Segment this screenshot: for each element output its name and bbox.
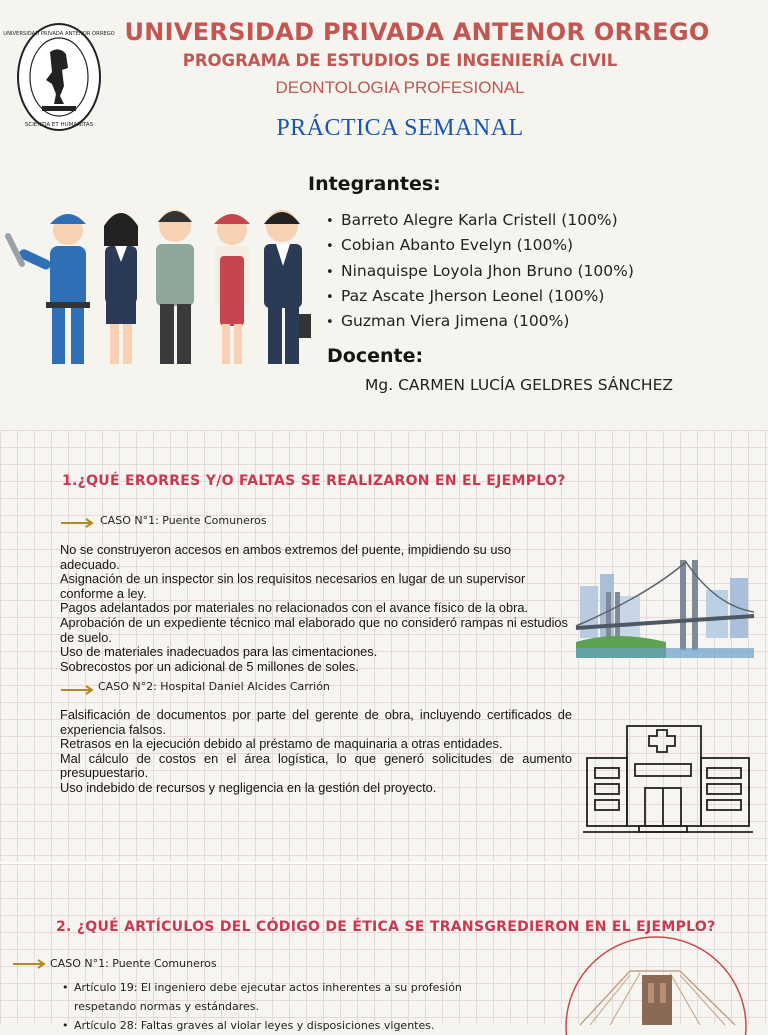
case-1-label: CASO N°1: Puente Comuneros bbox=[100, 514, 267, 527]
finding-line: Uso de materiales inadecuados para las cimentaciones. bbox=[60, 644, 378, 660]
bridge-illustration bbox=[576, 556, 754, 658]
workers-illustration bbox=[6, 196, 312, 376]
arrow-right-icon bbox=[60, 518, 94, 528]
question-1-heading: 1.¿QUÉ ERORRES Y/O FALTAS SE REALIZARON EN EL EJEMPLO? bbox=[62, 473, 566, 489]
university-seal-logo bbox=[3, 22, 115, 132]
course-title: DEONTOLOGIA PROFESIONAL bbox=[275, 78, 525, 97]
finding-line: Retrasos en la ejecución debido al préstamo de maquinaria a otras entidades. bbox=[60, 736, 503, 752]
program-title: PROGRAMA DE ESTUDIOS DE INGENIERÍA CIVIL bbox=[182, 51, 618, 70]
members-heading: Integrantes: bbox=[308, 173, 441, 195]
list-item: • Ninaquispe Loyola Jhon Bruno (100%) bbox=[326, 259, 634, 284]
teacher-name: Mg. CARMEN LUCÍA GELDRES SÁNCHEZ bbox=[365, 376, 674, 394]
articles-list bbox=[62, 978, 482, 1035]
list-item: • Paz Ascate Jherson Leonel (100%) bbox=[326, 284, 634, 309]
university-title: UNIVERSIDAD PRIVADA ANTENOR ORREGO bbox=[124, 18, 710, 46]
svg-text:SCIENTIA ET HUMANITAS: SCIENTIA ET HUMANITAS bbox=[24, 122, 94, 128]
arrow-right-icon bbox=[12, 959, 46, 969]
case-1-findings bbox=[60, 543, 572, 674]
section-2-case-1-label: CASO N°1: Puente Comuneros bbox=[50, 957, 217, 970]
older-man-figure bbox=[156, 210, 194, 364]
case-2-findings bbox=[60, 708, 572, 796]
list-item: • Cobian Abanto Evelyn (100%) bbox=[326, 233, 634, 258]
finding-line: Uso indebido de recursos y negligencia en la gestión del proyecto. bbox=[60, 779, 437, 795]
members-list bbox=[326, 208, 634, 334]
list-item: • Guzman Viera Jimena (100%) bbox=[326, 309, 634, 334]
bridge-tower-illustration bbox=[560, 945, 750, 1025]
question-2-heading: 2. ¿QUÉ ARTÍCULOS DEL CÓDIGO DE ÉTICA SE TRANSGREDIERON EN EL EJEMPLO? bbox=[56, 919, 716, 935]
header-section bbox=[0, 0, 768, 430]
finding-line: Falsificación de documentos por parte del gerente de obra, incluyendo certificados de experiencia falsos. bbox=[60, 707, 572, 737]
arrow-right-icon bbox=[60, 685, 94, 695]
finding-line: Sobrecostos por un adicional de 5 millones de soles. bbox=[60, 658, 359, 674]
finding-line: Pagos adelantados por materiales no relacionados con el avance físico de la obra. bbox=[60, 600, 529, 616]
businessman-figure bbox=[264, 210, 311, 364]
finding-line: Asignación de un inspector sin los requisitos necesarios en lugar de un supervisor conforme a ley. bbox=[60, 571, 526, 601]
office-woman-figure bbox=[104, 213, 138, 364]
finding-line: Aprobación de un expediente técnico mal elaborado que no consideró rampas ni estudios de suelo. bbox=[60, 614, 568, 645]
list-item: • Barreto Alegre Karla Cristell (100%) bbox=[326, 208, 634, 233]
svg-text:UNIVERSIDAD PRIVADA ANTENOR OR: UNIVERSIDAD PRIVADA ANTENOR ORREGO bbox=[3, 31, 115, 37]
mechanic-figure bbox=[8, 214, 90, 364]
list-item: • Artículo 19: El ingeniero debe ejecutar actos inherentes a su profesión respetando normas y estándares. bbox=[62, 978, 482, 1016]
apron-woman-figure bbox=[214, 214, 250, 364]
finding-line: No se construyeron accesos en ambos extremos del puente, impidiendo su uso adecuado. bbox=[60, 542, 511, 572]
hospital-illustration bbox=[583, 722, 753, 840]
case-2-label: CASO N°2: Hospital Daniel Alcides Carrión bbox=[98, 680, 330, 693]
teacher-heading: Docente: bbox=[327, 345, 424, 367]
list-item: • Artículo 28: Faltas graves al violar leyes y disposiciones vigentes. bbox=[62, 1016, 482, 1035]
practice-title: PRÁCTICA SEMANAL bbox=[276, 115, 524, 141]
finding-line: Mal cálculo de costos en el área logística, lo que generó solicitudes de aumento presupuestario. bbox=[60, 750, 572, 781]
